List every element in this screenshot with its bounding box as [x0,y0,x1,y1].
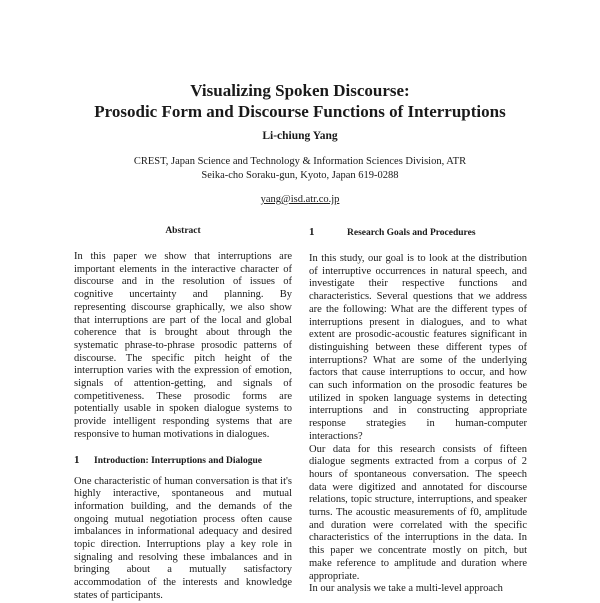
goals-heading-text: Research Goals and Procedures [347,228,476,238]
intro-heading [74,454,292,466]
affiliation-line1: CREST, Japan Science and Technology & Information Sciences Division, ATR [133,156,467,167]
goals-paragraph-3: In our analysis we take a multi-level approach [309,583,503,595]
author-email [0,194,600,205]
intro-text: One characteristic of human conversation is that it's highly interactive, spontaneous and mutual information building, and the demands of the ongoing mutual negotiation process often cause imbalances in informational adequacy and desired topic direction. Interruptions play a key role in signaling and resolving these imbalances and in bringing about a mutually satisfactory accommodation of the interests and knowledge states of participants. [74,475,292,601]
goals-paragraph-2: Our data for this research consists of fifteen dialogue segments extracted from a corpus of 2 hours of spontaneous conversation. The speech data were digitized and annotated for discourse relations, topic structure, interruptions, and speaker turns. The acoustic measurements of f0, amplitude and duration were correlated with the specific characteristics of the interruptions in the data. In this paper we concentrate mostly on pitch, but make reference to amplitude and duration where appropriate. [309,443,527,582]
intro-section-number: 1 [74,453,80,466]
abstract-heading: Abstract [165,226,201,236]
paper-title-line2: Prosodic Form and Discourse Functions of Interruptions [94,102,506,121]
left-column [74,226,292,603]
email-link[interactable]: yang@isd.atr.co.jp [260,194,340,205]
affiliation-line2: Seika-cho Soraku-gun, Kyoto, Japan 619-0288 [201,170,399,181]
abstract-text: In this paper we show that interruptions are important elements in the interactive character of discourse and in the resolution of issues of cognitive uncertainty and planning. By representing discourse graphically, we also show that interruptions are part of the local and global coherence that is brought about through the systematic phrase-to-phrase prosodic patterns of discourse. The specific pitch height of the interruption varies with the expression of emotion, signals of attention-getting, and signals of competitiveness. These prosodic forms are potentially usable in spoken dialogue systems to provide intelligent responding systems that are responsive to human motivations in dialogues. [74,251,292,440]
goals-paragraph-1: In this study, our goal is to look at the distribution of interruptive occurrences in natural speech, and investigate their respective functions and characteristics. Several questions that we address are the following: What are the different types of interruptions present in dialogues, and to what extent are prosodic-acoustic features significant in distinguishing between these different types of interruptions? What are some of the underlying factors that cause interruptions to occur, and how can such information on the prosodic features be utilized in spoken language systems in detecting interruptions and in constructing appropriate response strategies in human-computer interactions? [309,253,527,442]
goals-heading [309,226,527,238]
author-name: Li-chiung Yang [262,130,338,142]
right-column [309,226,527,596]
intro-heading-text: Introduction: Interruptions and Dialogue [94,455,262,466]
paper-title-line1: Visualizing Spoken Discourse: [190,81,410,100]
goals-section-number: 1 [309,226,315,238]
